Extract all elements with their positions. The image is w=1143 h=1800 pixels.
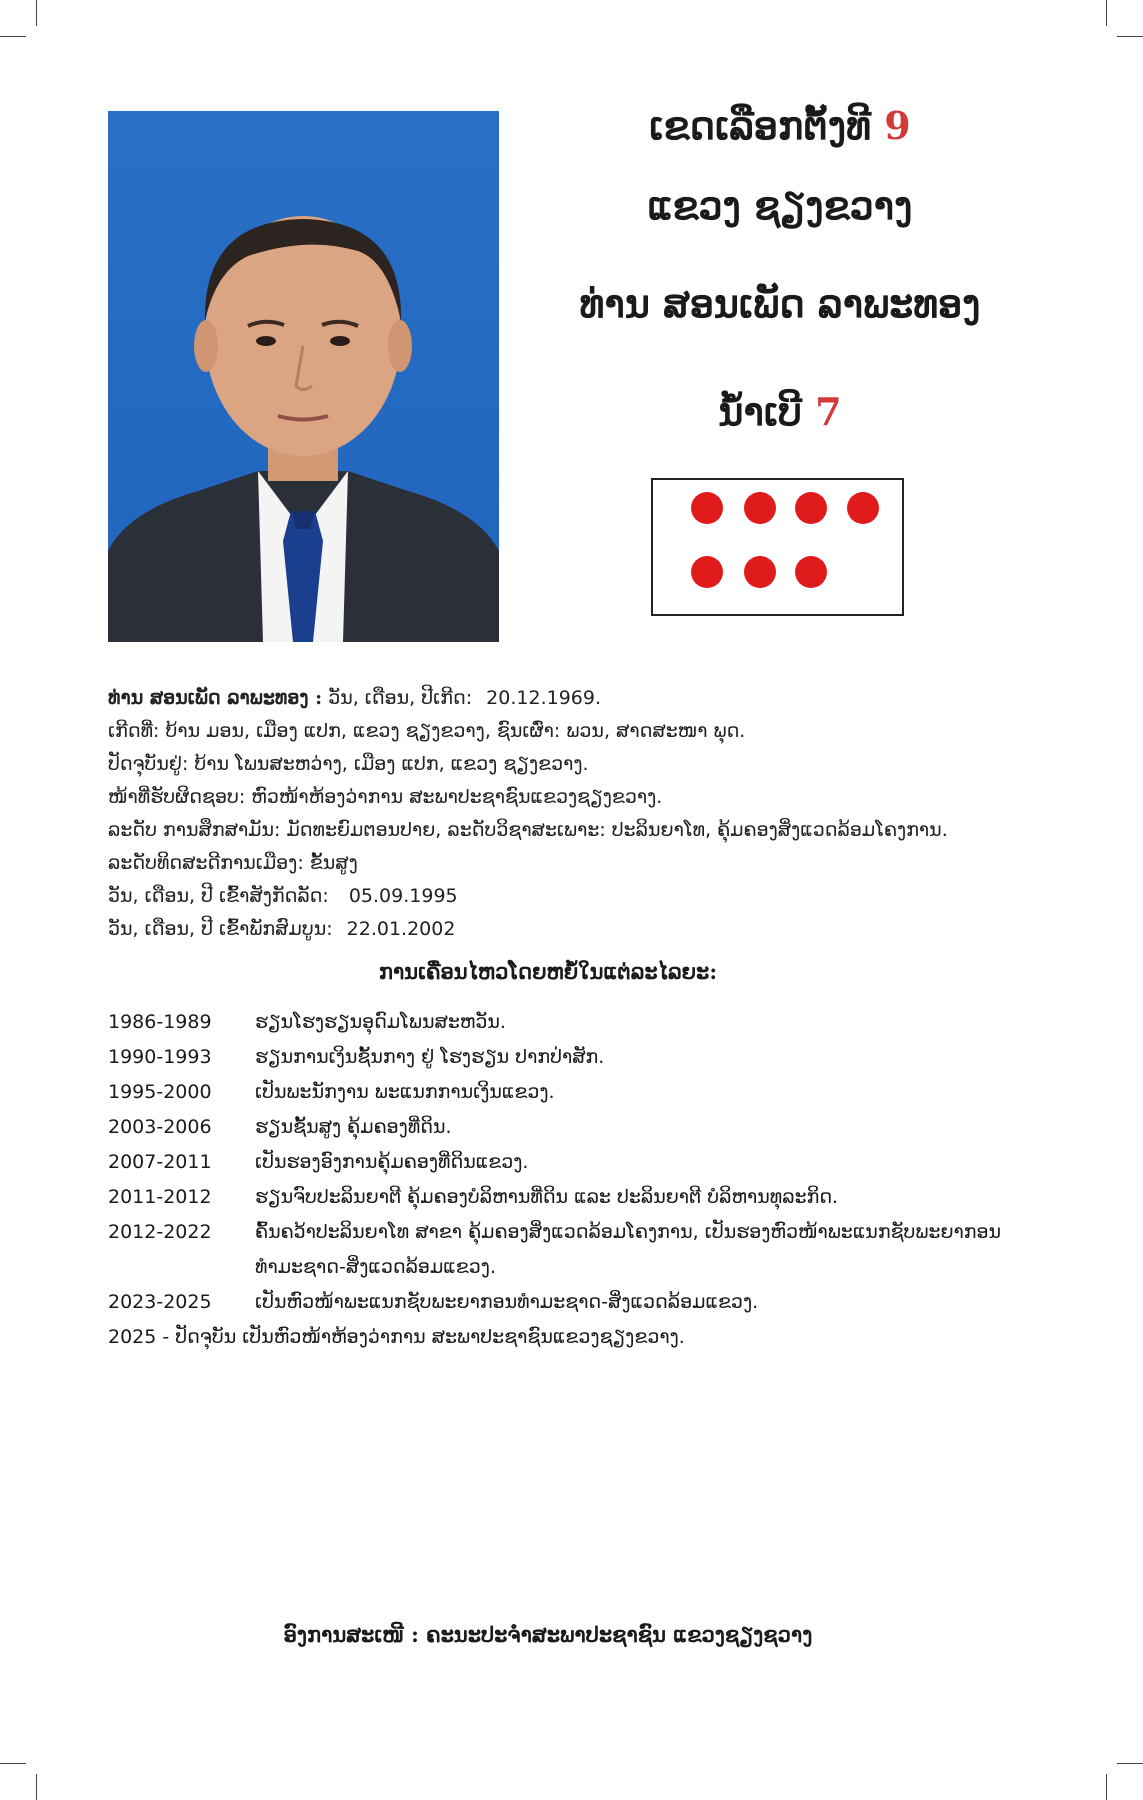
career-years: 2007-2011 [108,1151,212,1173]
career-row-current [108,1320,1068,1355]
bio-name: ທ່ານ ສອນເພັດ ລາພະທອງ : [108,687,323,709]
ballot-number-title [520,384,1040,440]
crop-mark [36,1774,37,1800]
career-years: 1995-2000 [108,1081,212,1103]
constituency-number: 9 [884,103,911,148]
crop-mark [1117,36,1143,37]
ballot-dot [795,492,827,524]
career-desc: ຮຽນຈົບປະລິນຍາຕີ ຄຸ້ມຄອງບໍລິຫານທີ່ດິນ ແລະ ປະລິນຍາຕີ ບໍລິຫານທຸລະກິດ. [255,1186,839,1208]
candidate-name-title: ທ່ານ ສອນເພັດ ລາພະທອງ [579,281,981,326]
career-years: 1986-1989 [108,1011,212,1033]
career-desc: ຮຽນການເງິນຊັ້ນກາງ ຢູ່ ໂຮງຮຽນ ປາກປ່າສັກ. [255,1046,605,1068]
constituency-label: ເຂດເລືອກຕັ້ງທີ [649,103,872,148]
bio-political-theory: ລະດັບທິດສະດີການເມືອງ: ຂັ້ນສູງ [108,852,358,874]
career-row [108,1285,1068,1320]
career-row [108,1180,1068,1215]
career-row-continued [108,1250,1068,1285]
province-title: ແຂວງ ຊຽງຂວາງ [647,183,913,228]
career-desc: ຮຽນໂຮງຮຽນອຸດົມໂພນສະຫວັນ. [255,1011,506,1033]
career-desc-continued: ທຳມະຊາດ-ສິ່ງແວດລ້ອມແຂວງ. [255,1256,496,1278]
career-current: 2025 - ປັດຈຸບັນ ເປັນຫົວໜ້າຫ້ອງວ່າການ ສະພາປະຊາຊົນແຂວງຊຽງຂວາງ. [108,1326,685,1348]
ballot-dots-box [651,478,904,616]
crop-mark [1117,1763,1143,1764]
career-row [108,1040,1068,1075]
portrait-illustration [108,111,499,642]
bio-education: ລະດັບ ການສຶກສາມັນ: ມັດທະຍົມຕອນປາຍ, ລະດັບວິຊາສະເພາະ: ປະລິນຍາໂທ, ຄຸ້ມຄອງສິ່ງແວດລ້ອມໂຄງການ. [108,819,948,841]
career-years: 2023-2025 [108,1291,212,1313]
crop-mark [0,1763,26,1764]
career-row [108,1145,1068,1180]
crop-mark [36,0,37,26]
career-row [108,1005,1068,1040]
career-title: ການເຄື່ອນໄຫວໂດຍຫຍໍ້ໃນແຕ່ລະໄລຍະ: [378,959,718,984]
joined-party-value: 22.01.2002 [346,918,456,940]
dob-label: ວັນ, ເດືອນ, ປີເກີດ: [328,687,473,709]
career-years: 2012-2022 [108,1221,212,1243]
crop-mark [1106,0,1107,26]
joined-state-value: 05.09.1995 [348,885,458,907]
bio-joined-state [108,880,1068,913]
ballot-dot [744,492,776,524]
candidate-bio [108,682,1068,946]
career-row [108,1215,1068,1250]
bio-name-line [108,682,1068,715]
career-desc: ເປັນພະນັກງານ ພະແນກການເງິນແຂວງ. [255,1081,555,1103]
ballot-dot [691,492,723,524]
joined-party-label: ວັນ, ເດືອນ, ປີ ເຂົ້າພັກສົມບູນ: [108,918,333,940]
ballot-number: 7 [815,389,842,434]
career-desc: ເປັນຮອງອົງການຄຸ້ມຄອງທີ່ດິນແຂວງ. [255,1151,529,1173]
career-desc: ເປັນຫົວໜ້າພະແນກຊັບພະຍາກອນທຳມະຊາດ-ສິ່ງແວດລ້ອມແຂວງ. [255,1291,759,1313]
career-desc: ຮຽນຊັ້ນສູງ ຄຸ້ມຄອງທີ່ດິນ. [255,1116,452,1138]
career-row [108,1075,1068,1110]
ballot-label: ນໍ້າເບີ [718,389,802,434]
career-years: 2003-2006 [108,1116,212,1138]
career-list [108,1005,1068,1355]
ballot-dot [795,556,827,588]
crop-mark [1106,1774,1107,1800]
ballot-dot [691,556,723,588]
career-years: 1990-1993 [108,1046,212,1068]
career-desc: ຄົ້ນຄວ້າປະລິນຍາໂທ ສາຂາ ຄຸ້ມຄອງສິ່ງແວດລ້ອມໂຄງການ, ເປັນຮອງຫົວໜ້າພະແນກຊັບພະຍາກອນ [255,1221,1002,1243]
candidate-photo [108,111,499,642]
joined-state-label: ວັນ, ເດືອນ, ປີ ເຂົ້າສັງກັດລັດ: [108,885,329,907]
career-row [108,1110,1068,1145]
bio-joined-party [108,913,1068,946]
career-years: 2011-2012 [108,1186,212,1208]
ballot-dot [744,556,776,588]
bio-birthplace: ເກີດທີ່: ບ້ານ ມອນ, ເມືອງ ແປກ, ແຂວງ ຊຽງຂວາງ, ຊົນເຜົ່າ: ພວນ, ສາດສະໜາ ພຸດ. [108,720,746,742]
crop-mark [0,36,26,37]
nominating-body: ອົງການສະເໜີ : ຄະນະປະຈຳສະພາປະຊາຊົນ ແຂວງຊຽງຊວາງ [283,1622,813,1647]
ballot-dot [847,492,879,524]
bio-position: ໜ້າທີ່ຮັບຜິດຊອບ: ຫົວໜ້າຫ້ອງວ່າການ ສະພາປະຊາຊົນແຂວງຊຽງຂວາງ. [108,786,663,808]
constituency-title [520,98,1040,154]
bio-residence: ປັດຈຸບັນຢູ່: ບ້ານ ໂພນສະຫວ່າງ, ເມືອງ ແປກ, ແຂວງ ຊຽງຂວາງ. [108,753,589,775]
dob-value: 20.12.1969. [486,687,601,709]
career-years-empty [108,1250,255,1285]
